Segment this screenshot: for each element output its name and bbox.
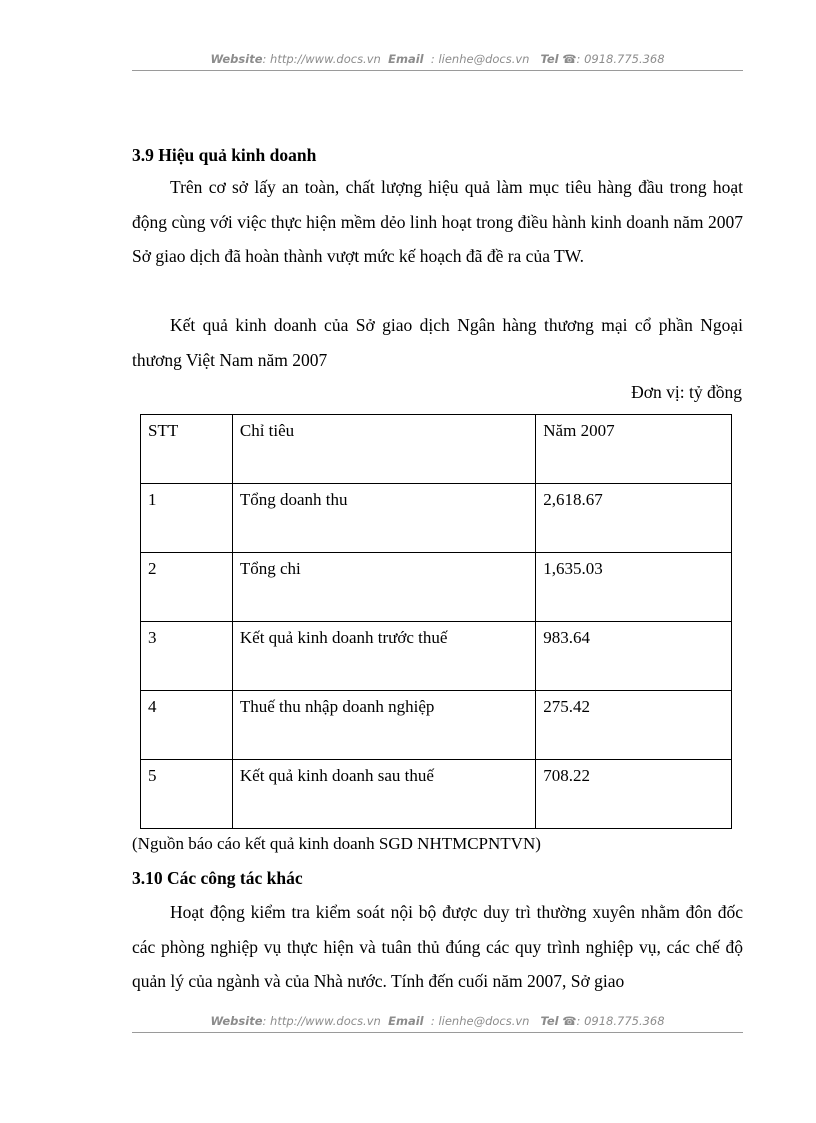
table-row <box>141 484 732 553</box>
row-value: 275.42 <box>536 691 732 760</box>
header-indicator: Chỉ tiêu <box>232 415 535 484</box>
footer-tel-label: Tel <box>540 1014 559 1028</box>
footer-rule <box>132 1032 743 1033</box>
row-value: 2,618.67 <box>536 484 732 553</box>
table-row <box>141 691 732 760</box>
table-source-note: (Nguồn báo cáo kết quả kinh doanh SGD NHTMCPNTVN) <box>132 834 541 853</box>
row-stt: 1 <box>141 484 233 553</box>
section-3-9-paragraph-1: Trên cơ sở lấy an toàn, chất lượng hiệu quả làm mục tiêu hàng đầu trong hoạt động cùng với việc thực hiện mềm dẻo linh hoạt trong điều hành kinh doanh năm 2007 Sở giao dịch đã hoàn thành vượt mức kế hoạch đã đề ra của TW. <box>132 177 743 266</box>
table-row <box>141 553 732 622</box>
section-title-3-9: 3.9 Hiệu quả kinh doanh <box>132 145 317 165</box>
tel-label: Tel <box>540 52 559 66</box>
table-row <box>141 622 732 691</box>
row-indicator: Kết quả kinh doanh trước thuế <box>232 622 535 691</box>
business-results-table <box>140 414 732 829</box>
footer-email-label: Email <box>388 1014 424 1028</box>
header-year-2007: Năm 2007 <box>536 415 732 484</box>
website-value[interactable]: : http://www.docs.vn <box>262 52 381 66</box>
row-indicator: Tổng chi <box>232 553 535 622</box>
row-indicator: Tổng doanh thu <box>232 484 535 553</box>
row-indicator: Thuế thu nhập doanh nghiệp <box>232 691 535 760</box>
row-value: 708.22 <box>536 760 732 829</box>
phone-icon: ☎ <box>562 1014 577 1028</box>
section-3-9-paragraph-2: Kết quả kinh doanh của Sở giao dịch Ngân hàng thương mại cổ phần Ngoại thương Việt Nam năm 2007 <box>132 315 743 370</box>
row-stt: 4 <box>141 691 233 760</box>
header-stt: STT <box>141 415 233 484</box>
footer-website-label: Website <box>210 1014 263 1028</box>
section-3-10-paragraph-1: Hoạt động kiểm tra kiểm soát nội bộ được duy trì thường xuyên nhằm đôn đốc các phòng nghiệp vụ thực hiện và tuân thủ đúng các quy trình nghiệp vụ, các chế độ quản lý của ngành và của Nhà nước. Tính đến cuối năm 2007, Sở giao <box>132 902 743 991</box>
tel-value: : 0918.775.368 <box>576 52 665 66</box>
footer-tel-value: : 0918.775.368 <box>576 1014 665 1028</box>
page-header <box>132 52 743 66</box>
row-stt: 5 <box>141 760 233 829</box>
footer-email-value[interactable]: : lienhe@docs.vn <box>430 1014 530 1028</box>
table-row <box>141 760 732 829</box>
row-stt: 2 <box>141 553 233 622</box>
website-label: Website <box>210 52 263 66</box>
unit-label: Đơn vị: tỷ đồng <box>631 382 742 402</box>
row-value: 1,635.03 <box>536 553 732 622</box>
header-rule <box>132 70 743 71</box>
email-label: Email <box>388 52 424 66</box>
footer-website-value[interactable]: : http://www.docs.vn <box>262 1014 381 1028</box>
row-indicator: Kết quả kinh doanh sau thuế <box>232 760 535 829</box>
phone-icon: ☎ <box>562 52 577 66</box>
table-header-row <box>141 415 732 484</box>
email-value[interactable]: : lienhe@docs.vn <box>430 52 530 66</box>
section-title-3-10: 3.10 Các công tác khác <box>132 868 303 888</box>
row-stt: 3 <box>141 622 233 691</box>
row-value: 983.64 <box>536 622 732 691</box>
page-footer <box>132 1014 743 1028</box>
